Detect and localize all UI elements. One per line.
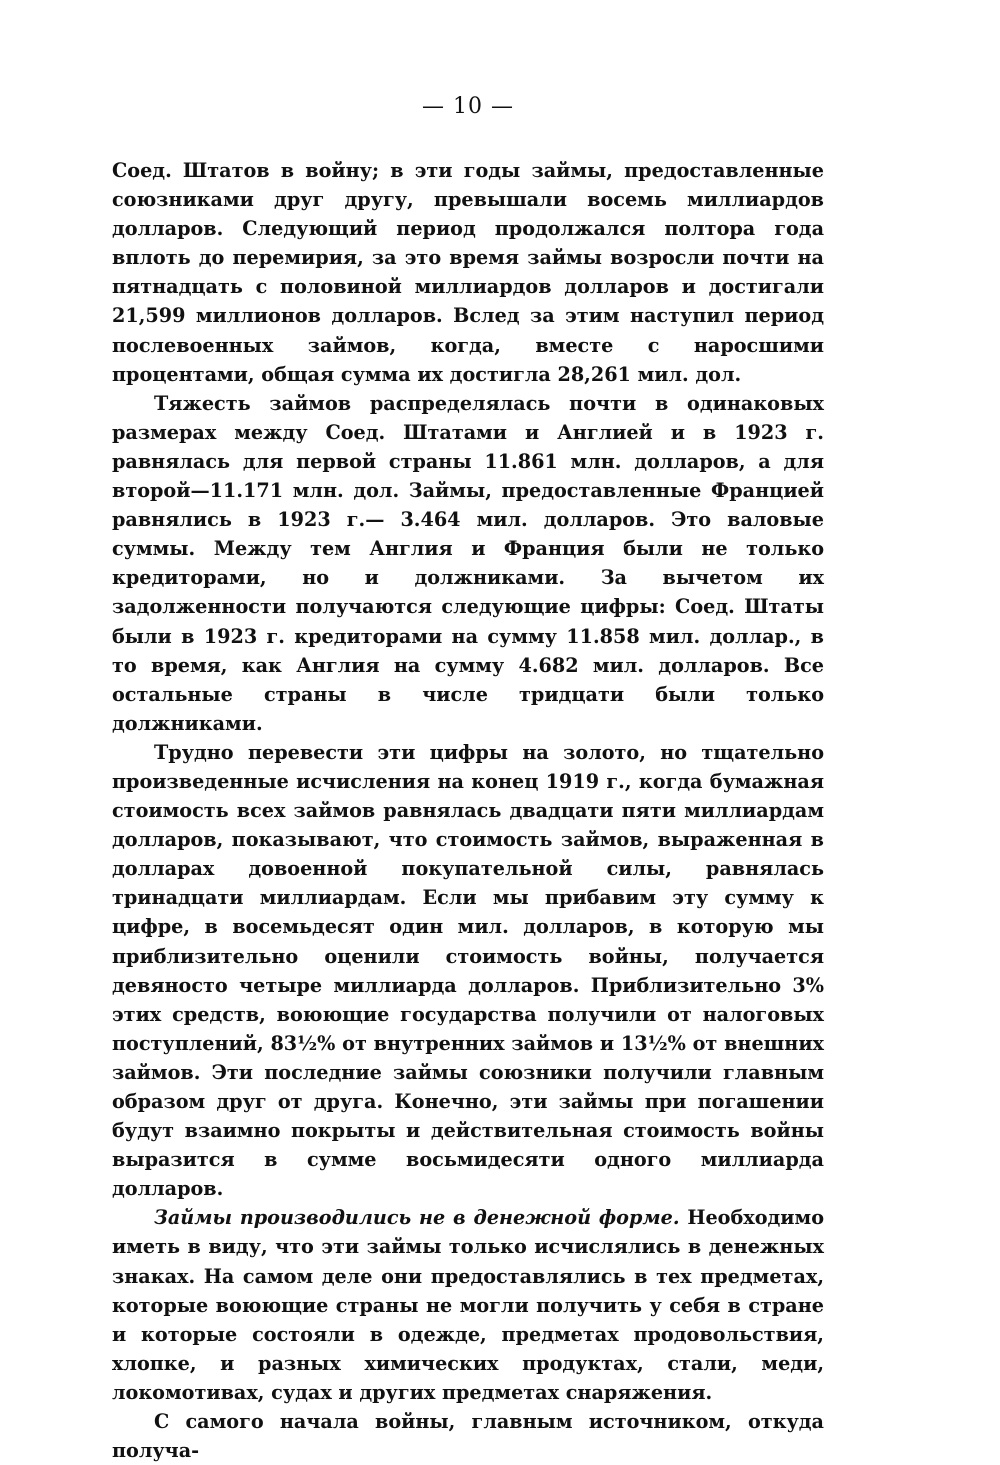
page-number: — 10 — (422, 94, 514, 119)
paragraph-2 (112, 389, 824, 738)
paragraph-2-text: Тяжесть займов распределялась почти в одинаковых размерах между Соед. Штатами и Англией и в 1923 г. равнялась для первой страны 11.861 млн. долларов, а для второй—11.171 млн. дол. Займы, предоставленные Францией равнялись в 1923 г.— 3.464 мил. долларов. Это валовые суммы. Между тем Англия и Франция были не только кредиторами, но и должниками. За вычетом их задолженности получаются следующие цифры: Соед. Штаты были в 1923 г. кредиторами на сумму 11.858 мил. доллар., в то время, как Англия на сумму 4.682 мил. долларов. Все остальные страны в числе тридцати были только должниками. (112, 391, 824, 735)
paragraph-3-text: Трудно перевести эти цифры на золото, но тщательно произведенные исчисления на конец 1919 г., когда бумажная стоимость всех займов равнялась двадцати пяти миллиардам долларов, показывают, что стоимость займов, выраженная в долларах довоенной покупательной силы, равнялась тринадцати миллиардам. Если мы прибавим эту сумму к цифре, в восемьдесят один мил. долларов, в которую мы приблизительно оценили стоимость войны, получается девяносто четыре миллиарда долларов. Приблизительно 3% этих средств, воюющие государства получили от налоговых поступлений, 83½% от внутренних займов и 13½% от внешних займов. Эти последние займы союзники получили главным образом друг от друга. Конечно, эти займы при погашении будут взаимно покрыты и действительная стоимость войны выразится в сумме восьмидесяти одного миллиарда долларов. (112, 740, 824, 1201)
paragraph-1-text: Соед. Штатов в войну; в эти годы займы, предоставленные союзниками друг другу, превышали восемь миллиардов долларов. Следующий период продолжался полтора года вплоть до перемирия, за это время займы возросли почти на пятнадцать с половиной миллиардов долларов и достигали 21,599 миллионов долларов. Вслед за этим наступил период послевоенных займов, когда, вместе с наросшими процентами, общая сумма их достигла 28,261 мил. дол. (112, 159, 824, 386)
paragraph-1 (112, 156, 824, 389)
paragraph-5 (112, 1407, 824, 1465)
section-heading-italic: Займы производились не в денежной форме. (154, 1206, 680, 1230)
paragraph-4-text: Необходимо иметь в виду, что эти займы только исчислялись в денежных знаках. На самом деле они предоставлялись в тех предметах, которые воюющие страны не могли получить у себя в стране и которые состояли в одежде, предметах продовольствия, хлопке, и разных химических продуктах, стали, меди, локомотивах, судах и других предметах снаряжения. (112, 1206, 825, 1404)
book-page (112, 92, 824, 1465)
paragraph-4 (112, 1203, 824, 1407)
paragraph-3 (112, 738, 824, 1204)
paragraph-5-text: С самого начала войны, главным источником, откуда получа- (112, 1410, 824, 1463)
